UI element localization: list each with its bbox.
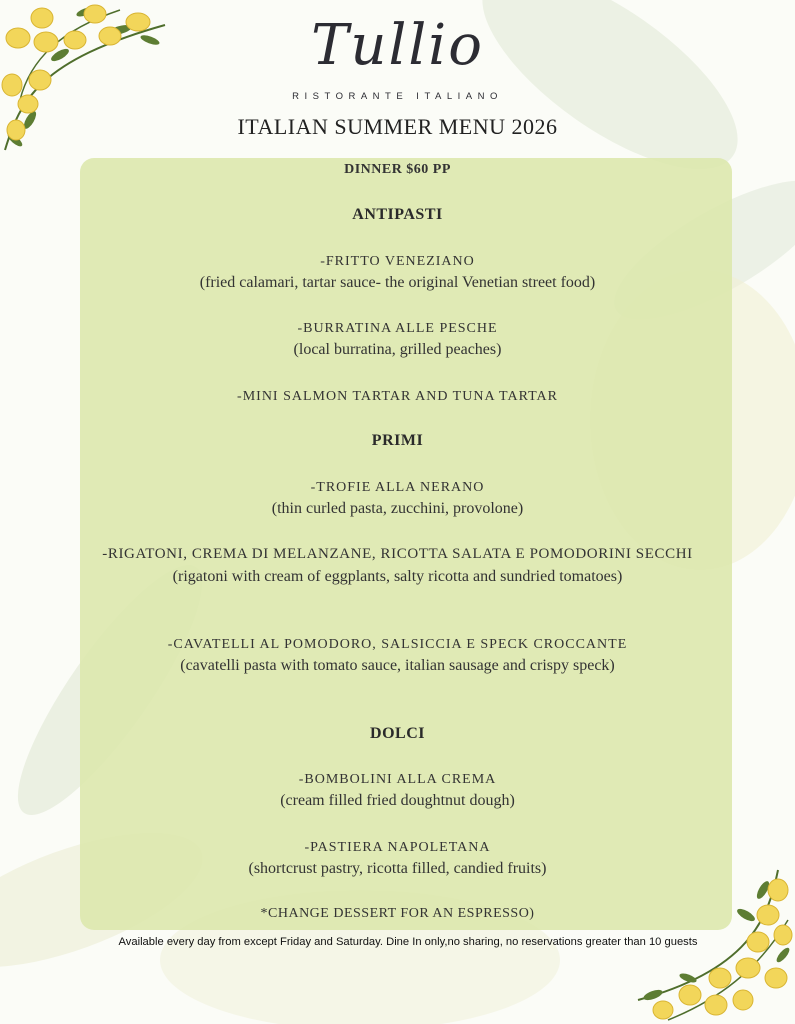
dish-name: -BURRATINA ALLE PESCHE — [297, 321, 498, 336]
dish-description: (local burratina, grilled peaches) — [293, 341, 502, 358]
price-line: DINNER $60 PP — [344, 162, 451, 177]
logo-script-name: Tullio — [311, 13, 484, 78]
dish-name: -PASTIERA NAPOLETANA — [304, 840, 491, 855]
restaurant-logo — [0, 14, 795, 78]
dish-name: -BOMBOLINI ALLA CREMA — [298, 772, 497, 787]
section-title-primi: PRIMI — [371, 432, 424, 449]
dish-description: (shortcrust pastry, ricotta filled, candied fruits) — [248, 860, 547, 877]
dish-name: -TROFIE ALLA NERANO — [310, 480, 485, 495]
dish-description: (thin curled pasta, zucchini, provolone) — [271, 500, 524, 517]
dish-name: -MINI SALMON TARTAR AND TUNA TARTAR — [237, 389, 558, 404]
dish-name: -RIGATONI, CREMA DI MELANZANE, RICOTTA SALATA E POMODORINI SECCHI — [102, 546, 693, 562]
dish-name: -FRITTO VENEZIANO — [320, 254, 475, 269]
dessert-note: *CHANGE DESSERT FOR AN ESPRESSO) — [260, 906, 535, 921]
logo-tagline: RISTORANTE ITALIANO — [292, 91, 503, 102]
dish-description: (rigatoni with cream of eggplants, salty ricotta and sundried tomatoes) — [172, 568, 623, 585]
dish-name: -CAVATELLI AL POMODORO, SALSICCIA E SPECK CROCCANTE — [167, 637, 628, 652]
menu-title: ITALIAN SUMMER MENU 2026 — [237, 114, 558, 139]
dish-description: (fried calamari, tartar sauce- the original Venetian street food) — [199, 274, 596, 291]
availability-footer: Available every day from except Friday and Saturday. Dine In only,no sharing, no reservations greater than 10 guests — [118, 936, 698, 948]
section-title-dolci: DOLCI — [370, 725, 425, 742]
dish-description: (cream filled fried doughtnut dough) — [280, 792, 515, 809]
section-title-antipasti: ANTIPASTI — [352, 206, 443, 223]
dish-description: (cavatelli pasta with tomato sauce, italian sausage and crispy speck) — [180, 657, 615, 674]
